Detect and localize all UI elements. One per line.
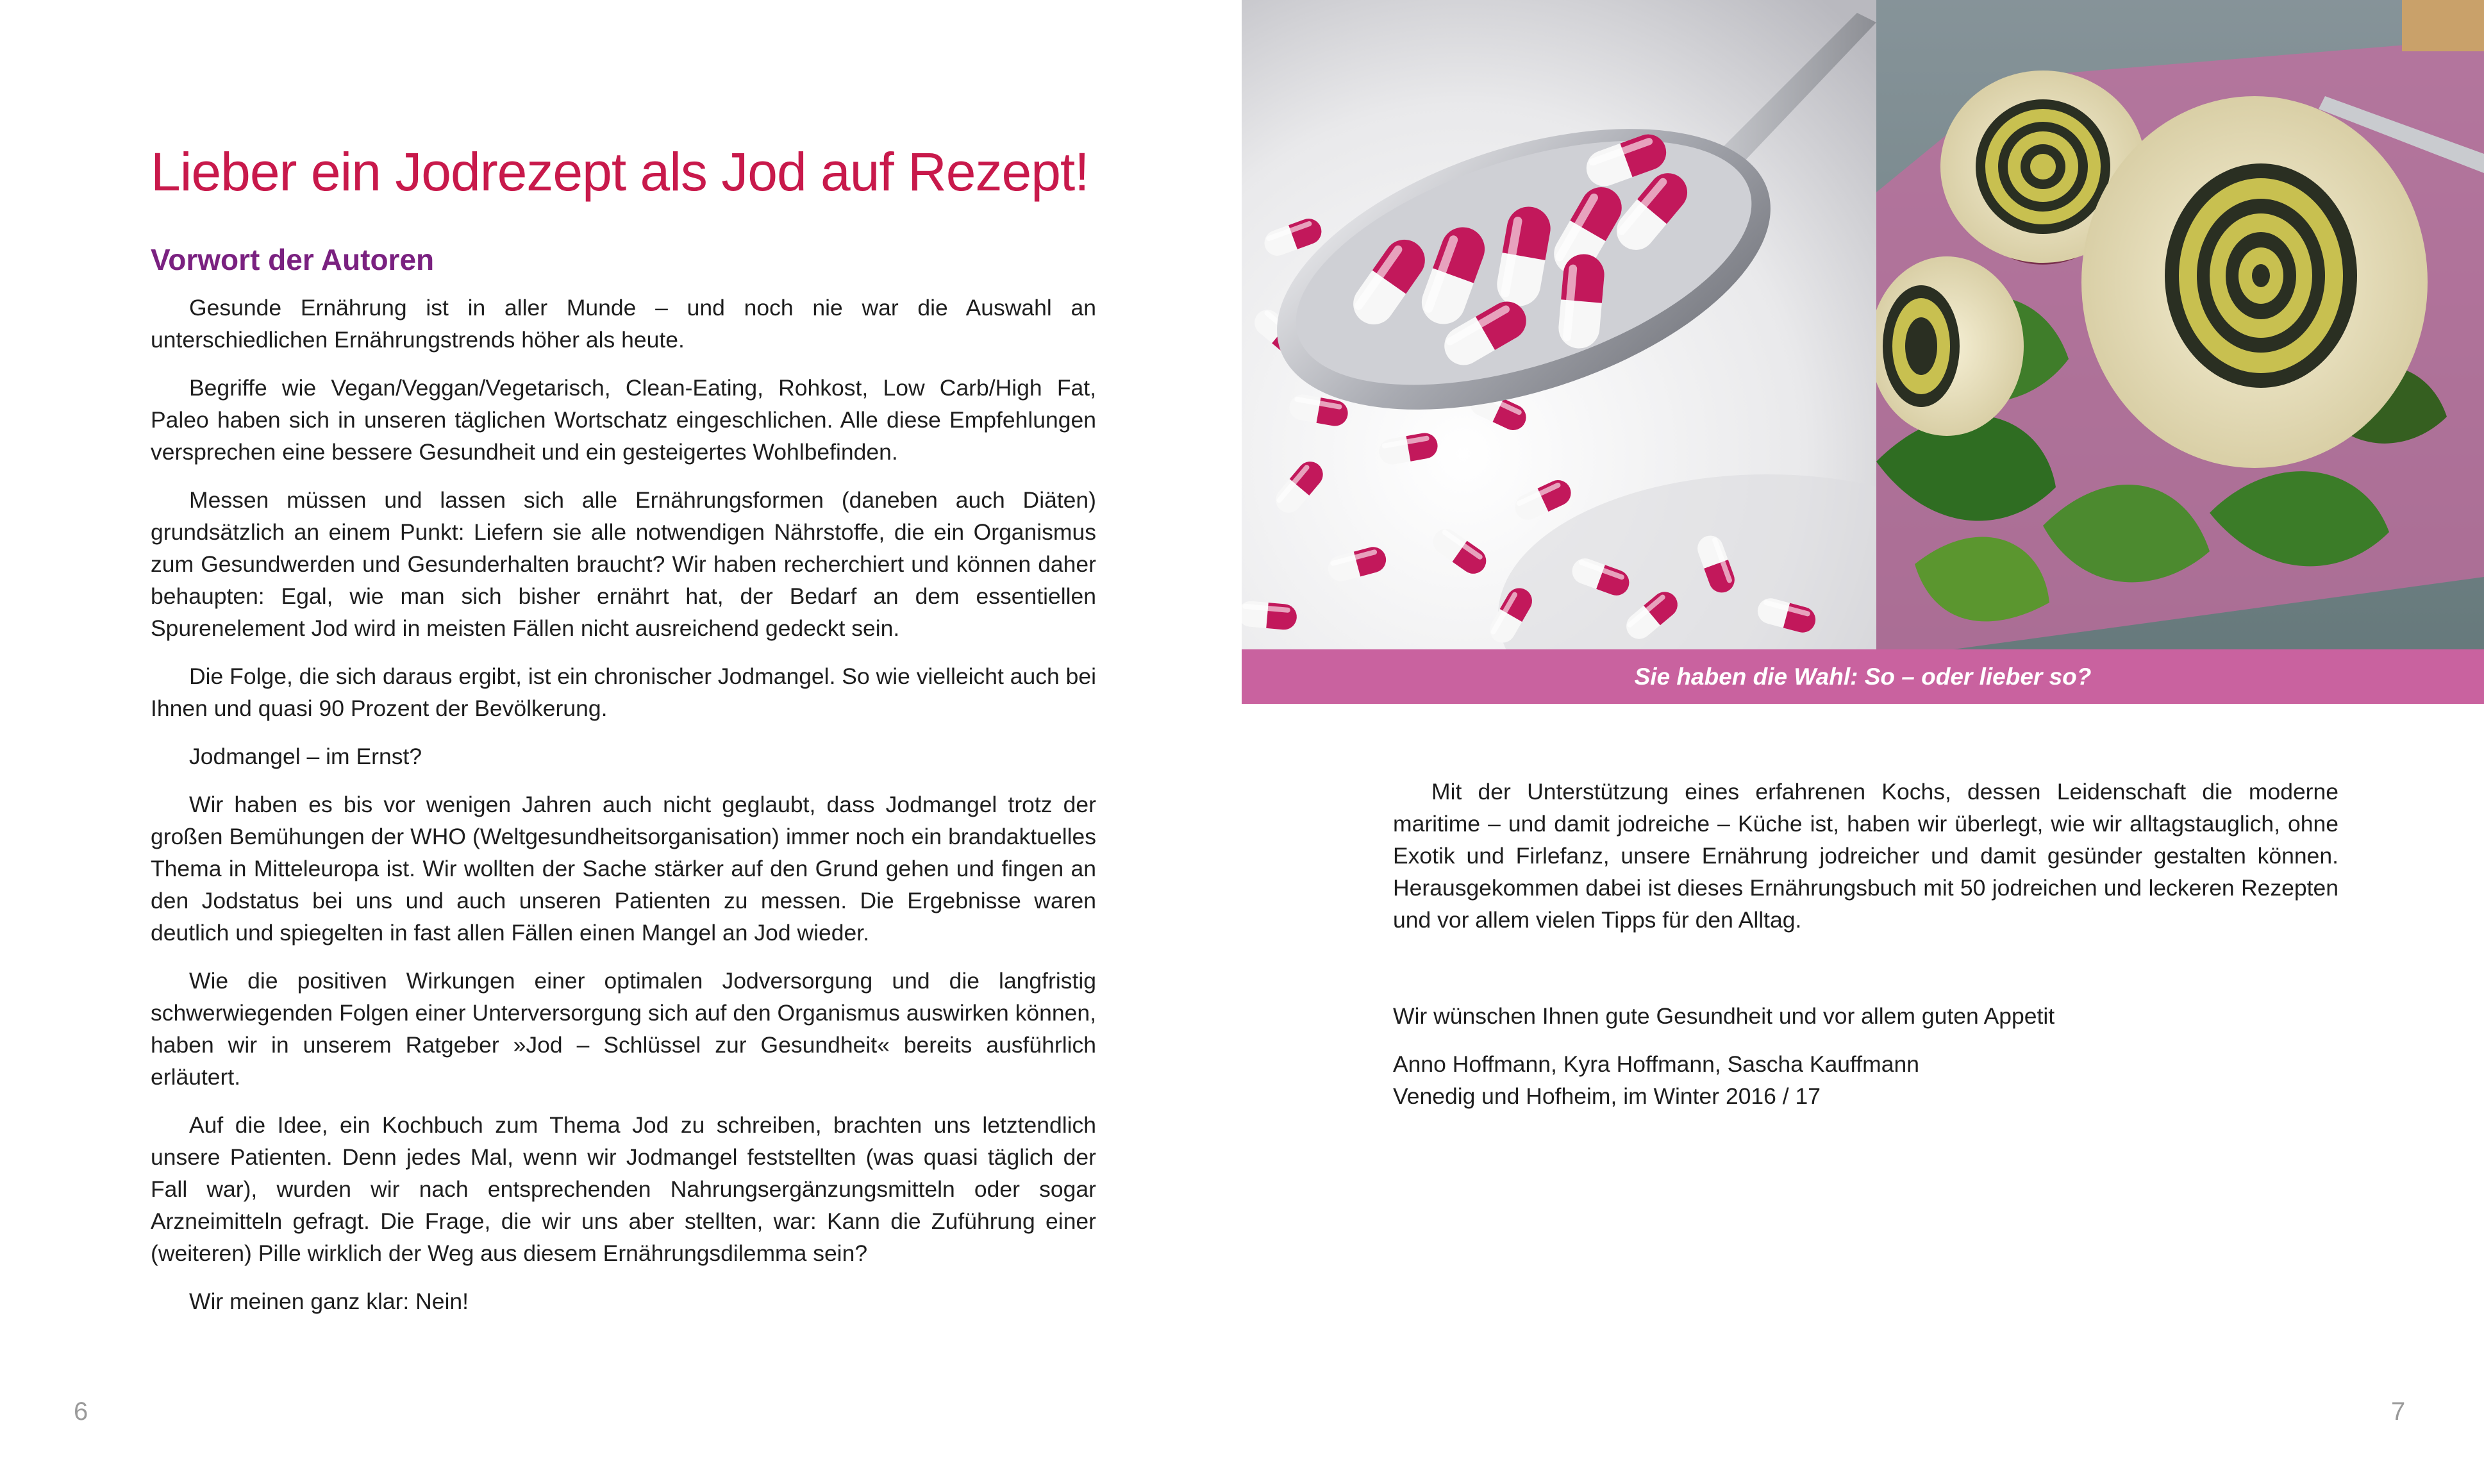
- closing-line: Wir wünschen Ihnen gute Gesundheit und vor allem guten Appetit: [1393, 1003, 2055, 1029]
- signature-place-date: Venedig und Hofheim, im Winter 2016 / 17: [1393, 1083, 1821, 1109]
- paragraph: Wir haben es bis vor wenigen Jahren auch nicht geglaubt, dass Jodmangel trotz der großen Bemühungen der WHO (Weltgesundheitsorganisation) immer noch ein brandaktuelles Thema in Mitteleuropa ist. Wir wollten der Sache stärker auf den Grund gehen und fingen an den Jodstatus bei uns und auch unseren Patienten zu messen. Die Ergebnisse waren deutlich und spiegelten in fast allen Fällen einen Mangel an Jod wieder.: [151, 792, 1096, 946]
- paragraph: Wir meinen ganz klar: Nein!: [189, 1288, 469, 1314]
- page-title: Lieber ein Jodrezept als Jod auf Rezept!: [151, 142, 1089, 202]
- right-page: [1242, 0, 2484, 1484]
- page-number-left: 6: [74, 1397, 88, 1426]
- paragraph: Auf die Idee, ein Kochbuch zum Thema Jod zu schreiben, brachten uns letztendlich unsere Patienten. Denn jedes Mal, wenn wir Jodmangel feststellten (was quasi täglich der Fall war), wurden wir nach entsprechenden Nahrungsergänzungsmitteln oder sogar Arzneimitteln gefragt. Die Frage, die wir uns aber stellten, war: Kann die Zuführung einer (weiteren) Pille wirklich der Weg aus diesem Ernährungsdilemma sein?: [151, 1112, 1096, 1266]
- signature-authors: Anno Hoffmann, Kyra Hoffmann, Sascha Kauffmann: [1393, 1051, 1919, 1077]
- page-number-right: 7: [2391, 1397, 2406, 1426]
- paragraph: Jodmangel – im Ernst?: [189, 744, 422, 769]
- paragraph: Wie die positiven Wirkungen einer optimalen Jodversorgung und die langfristig schwerwiegenden Folgen einer Unterversorgung sich auf den Organismus auswirken können, haben wir in unserem Ratgeber »Jod – Schlüssel zur Gesundheit« bereits ausführlich erläutert.: [151, 968, 1096, 1090]
- paragraph: Messen müssen und lassen sich alle Ernährungsformen (daneben auch Diäten) grundsätzlich an einem Punkt: Liefern sie alle notwendigen Nährstoffe, die ein Organismus zum Gesundwerden und Gesunderhalten braucht? Wir haben recherchiert und können daher behaupten: Egal, wie man sich bisher ernährt hat, der Bedarf an dem essentiellen Spurenelement Jod wird in meisten Fällen nicht ausreichend gedeckt sein.: [151, 487, 1096, 641]
- body-text-right: [1393, 776, 2338, 1112]
- paragraph: Die Folge, die sich daraus ergibt, ist ein chronischer Jodmangel. So wie vielleicht auch bei Ihnen und quasi 90 Prozent der Bevölkerung.: [151, 663, 1096, 721]
- paragraph: Begriffe wie Vegan/Veggan/Vegetarisch, Clean-Eating, Rohkost, Low Carb/High Fat, Paleo haben sich in unseren täglichen Wortschatz eingeschlichen. Alle diese Empfehlungen versprechen eine bessere Gesundheit und ein gesteigertes Wohlbefinden.: [151, 375, 1096, 465]
- section-heading: Vorwort der Autoren: [151, 243, 435, 276]
- paragraph: Mit der Unterstützung eines erfahrenen Kochs, dessen Leidenschaft die moderne maritime – und damit jodreiche – Küche ist, haben wir überlegt, wie wir alltagstauglich, ohne Exotik und Firlefanz, unsere Ernährung jodreicher und damit gesünder gestalten können. Herausgekommen dabei ist dieses Ernährungsbuch mit 50 jodreichen und leckeren Rezepten und vor allem vielen Tipps für den Alltag.: [1393, 779, 2338, 933]
- paragraph: Gesunde Ernährung ist in aller Munde – und noch nie war die Auswahl an unterschiedlichen Ernährungstrends höher als heute.: [151, 295, 1096, 353]
- body-text-left: [151, 292, 1096, 1333]
- image-caption: Sie haben die Wahl: So – oder lieber so?: [1634, 663, 2092, 690]
